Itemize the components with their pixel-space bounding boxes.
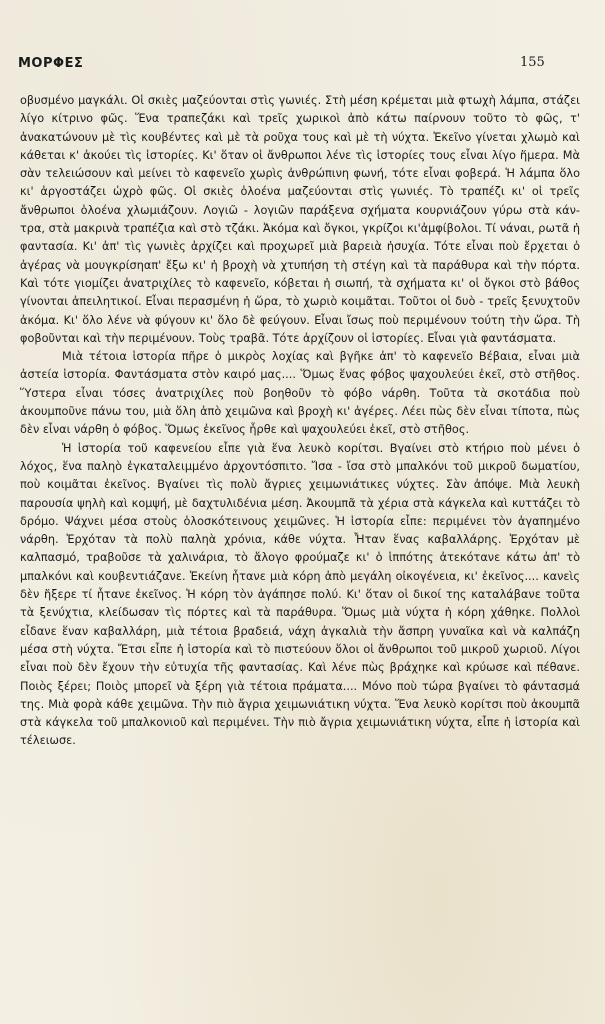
body-text	[20, 92, 580, 751]
paragraph: Μιὰ τέτοια ἱστορία πῆρε ὁ μικρὸς λοχίας καὶ βγῆκε ἀπ' τὸ καφενεῖο Βέβαια, εἶναι μιὰ ἀστεία ἱστορία. Φαντάσματα στὸν καιρό μας.... Ὅμως ἕνας φόβος ψαχουλεύει ἐκεῖ, στὸ στῆθος. Ὕστερα εἶναι τόσες ἀνατριχίλες ποὺ βοηθοῦν τὸ φόβο νάρθη. Τοῦτα τὰ σκοτάδια ποὺ ἀκουμποῦνε πάνω του, μιὰ ὅλη ἀπὸ χειμῶνα καὶ βροχὴ κι' ἀγέρες. Λέει πὼς δὲν εἶναι τίποτα, πὼς δὲν εἶναι νάρθη ὁ φόβος. Ὅμως ἐκεῖνος ἦρθε καὶ ψαχουλεύει ἐκεῖ, στὸ στῆθος.	[20, 350, 580, 437]
page-number: 155	[520, 55, 545, 70]
paragraph: Ἡ ἱστορία τοῦ καφενείου εἶπε γιὰ ἕνα λευκὸ κορίτσι. Βγαίνει στὸ κτήριο ποὺ μένει ὁ λόχος, ἕνα παληὸ ἐγκαταλειμμένο ἀρχοντόσπιτο. Ἴσα - ἴσα στὸ μπαλκόνι τοῦ μικροῦ δωματίου, ποὺ κοιμᾶται ἐκεῖνος. Βγαίνει τὶς πολὺ ἄγριες χειμωνιάτικες νύχτες. Σὰν ἀπόψε. Μιὰ λευκὴ παρουσία ψηλὴ καὶ κομψή, μὲ δαχτυλιδένια μέση. Ἀκουμπᾶ τὰ χέρια στὰ κάγκελα καὶ κυττάζει τὸ δρόμο. Ψάχνει μέσα στοὺς ὁλοσκότεινους χειμῶνες. Ἡ ἱστορία εἶπε: περιμένει τὸν ἀγαπημένο νάρθη. Ἐρχόταν τὰ πολὺ παληὰ χρόνια, κάθε νύχτα. Ἦταν ἕνας καβαλλάρης. Ἐρχόταν μὲ καλπασμό, τραβοῦσε τὰ χαλινάρια, τὸ ἄλογο φρούμαζε κι' ὁ ἱππότης ἀτεκότανε κάτω ἀπ' τὸ μπαλκόνι καὶ κουβεντιάζανε. Ἐκείνη ἦτανε μιὰ κόρη ἀπὸ μεγάλη οἰκογένεια, κι' ἐκεῖνος.... κανεὶς δὲν ἤξερε τί ἦτανε ἐκεῖνος. Ἡ κόρη τὸν ἀγάπησε πολύ. Κι' ὅταν οἱ δικοί της καταλάβανε τοῦτα τὰ ξενύχτια, κλείδωσαν τὶς πόρτες καὶ τὰ παράθυρα. Ὅμως μιὰ νύχτα ἡ κόρη χάθηκε. Πολλοὶ εἶδανε ἕναν καβαλλάρη, μιὰ τέτοια βραδειά, νάχη ἀγκαλιὰ τὴν ἄσπρη γυναῖκα καὶ νὰ καλπάζη μέσα στὴ νύχτα. Ἔτσι εἶπε ἡ ἱστορία καὶ τὸ πιστεύουν ὅλοι οἱ ἄνθρωποι τοῦ μικροῦ χωριοῦ. Λίγοι εἶναι ποὺ δὲν ἔχουν τὴν εὐτυχία τῆς φαντασίας. Καὶ λένε πὼς βράχηκε καὶ κρύωσε καὶ πέθανε. Ποιὸς ξέρει; Ποιὸς μπορεῖ νὰ ξέρη γιὰ τέτοια πράματα.... Μόνο ποὺ τώρα βγαίνει τὸ φάντασμά της. Μιὰ φορὰ κάθε χειμῶνα. Τὴν πιὸ ἄγρια χειμωνιάτικη νύχτα. Ἕνα λευκὸ κορίτσι ποὺ ἀκουμπᾶ στὰ κάγκελα τοῦ μπαλκονιοῦ καὶ περιμένει. Τὴν πιὸ ἄγρια χειμωνιάτικη νύχτα, εἶπε ἡ ἱστορία καὶ τέλειωσε.	[20, 441, 580, 748]
running-head: ΜΟΡΦΕΣ	[18, 56, 84, 71]
paragraph: οβυσμένο μαγκάλι. Οἱ σκιὲς μαζεύονται στὶς γωνιές. Στὴ μέση κρέμεται μιὰ φτωχὴ λάμπα, στάζει λίγο κίτρινο φῶς. Ἕνα τραπεζάκι καὶ τρεῖς χωρικοὶ ἀπὸ κάτω παίρνουν τοῦτο τὸ φῶς, τ' ἀνακατώνουν μὲ τὶς κουβέντες καὶ μὲ τὰ ροῦχα τους καὶ μὲ τὴ νύχτα. Ἐκεῖνο γίνεται χλωμὸ καὶ κάθεται κ' ἀκούει τὶς ἱστορίες. Κι' ὅταν οἱ ἄνθρωποι λένε τὶς ἱστορίες τους εἶναι λίγο ἥμερα. Μὰ σὰν τελειώσουν καὶ μείνει τὸ καφενεῖο χωρὶς ἀνθρώπινη φωνή, τότε εἶναι φοβερά. Ἡ λάμπα ὅλο κι' ἀργοστάζει ὠχρὸ φῶς. Οἱ σκιὲς ὁλοένα μαζεύονται στὶς γωνιές. Τὸ τραπέζι κι' οἱ τρεῖς ἄνθρωποι ὁλοένα χλωμιάζουν. Λογιῶ - λογιῶν παράξενα σχήματα κουρνιάζουν γύρω στὰ κάν- τρα, στὰ μακρινὰ τραπέζια καὶ στὸ τζάκι. Ἀκόμα καὶ ὄγκοι, γκρίζοι κι'ἀμφίβολοι. Τί νάναι, ρωτᾶ ἡ φαντασία. Κι' ἀπ' τὶς γωνιὲς ἀρχίζει καὶ προχωρεῖ μιὰ βαρειὰ ἡσυχία. Τότε εἶναι ποὺ ἔρχεται ὁ ἀγέρας νὰ μουγκρίσηαπ' ἔξω κι' ἡ βροχὴ νὰ χτυπήση τὴ στέγη καὶ τὰ παράθυρα καὶ τὴν πόρτα. Καὶ τότε γιομίζει ἀνατριχίλες τὸ καφενεῖο, κόβεται ἡ σιωπή, τὰ σχήματα κι' οἱ ὄγκοι στὸ βάθος γίνονται ἀπειλητικοί. Εἶναι περασμένη ἡ ὥρα, τὸ χωριὸ κοιμᾶται. Τοῦτοι οἱ δυὸ - τρεῖς ξενυχτοῦν ἀκόμα. Κι' ὅλο λένε νὰ φύγουν κι' ὅλο δὲ φεύγουν. Εἶναι ἴσως ποὺ περιμένουν τούτη τὴν ὥρα. Τὴ φοβοῦνται καὶ τὴν περιμένουν. Τοὺς τραβᾶ. Τότε ἀρχίζουν οἱ ἱστορίες. Εἶναι γιὰ φαντάσματα.	[20, 94, 580, 345]
